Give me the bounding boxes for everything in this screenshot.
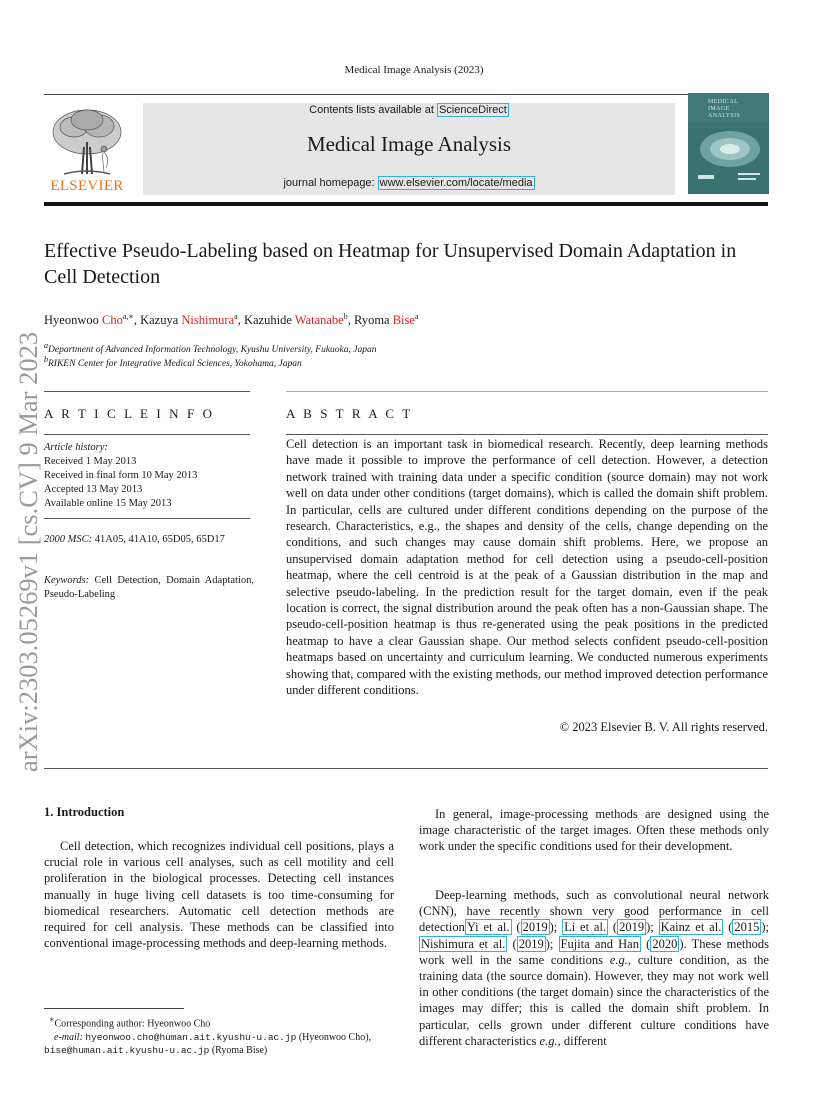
para-text: , culture condition, as the training data (the source domain). However, they may not work well in other conditions (the target domain) since the characteristics of the images may differ; this is called the domain shift problem. In particular, cells grown under different culture conditions have different characteristics [419,952,769,1048]
cover-title [708,99,740,120]
arxiv-stamp [4,300,46,772]
footnote-line [44,1013,394,1031]
arxiv-identifier: arXiv:2303.05269v1 [cs.CV] 9 Mar 2023 [13,331,43,772]
keywords-label: Keywords: [44,575,90,586]
intro-paragraph-citations: Deep-learning methods, such as convolutional neural network (CNN), have recently shown very good performance in cell detection Yi et al. ( 2019 ); Li et al. ( 2019 ); Kainz et al. ( 2015 ); Nishimura et al. ( 2019 ); Fujita and Han ( 2020 ). These methods work well in the same conditions e.g., culture condition, as the training data (the source domain). However, they may not work well in other conditions (the target domain) since the characteristics of the images may differ; this is called the domain shift problem. In particular, cells grown under different culture conditions have different characteristics e.g., different [419,888,769,1048]
footnote-mark: ∗ [49,1015,55,1024]
para-emphasis: e.g. [539,1033,558,1048]
affil-text: Department of Advanced Information Technology, Kyushu University, Fukuoka, Japan [48,345,377,356]
article-info-rule [44,518,250,519]
journal-name: Medical Image Analysis [306,132,512,156]
citation-link[interactable]: Yi et al. [466,920,510,935]
article-history-label: Article history: [44,442,108,453]
citation-year-link[interactable]: 2020 [652,936,678,951]
msc-values: 41A05, 41A10, 65D05, 65D17 [94,534,225,545]
email-label: e-mail: [54,1031,83,1043]
keywords-values: Cell Detection, Domain Adaptation, Pseudo-Labeling [44,575,255,600]
author-affil-mark: a,∗ [122,312,134,321]
para-text: . These methods work well in the same conditions [419,936,769,967]
corresponding-author-footnote [44,1013,394,1058]
elsevier-wordmark: ELSEVIER [50,178,124,194]
author-given-name: Kazuhide [243,313,295,328]
author-affil-mark: a [414,312,419,321]
author-list [44,312,419,328]
article-info-heading: A R T I C L E I N F O [44,406,215,421]
cover-title-line: ANALYSIS [708,113,741,119]
affiliation-a [44,341,377,355]
author-given-name: Ryoma [353,313,393,328]
history-item: Accepted 13 May 2013 [44,484,143,495]
para-text: Deep-learning methods, such as convolutional neural network (CNN), have recently shown very good performance in cell detection [419,888,769,935]
history-item: Received in final form 10 May 2013 [44,470,198,481]
author-surname[interactable]: Watanabe [294,313,344,328]
intro-paragraph: In general, image-processing methods are designed using the image characteristic of the target images. Often these methods only work under the specific conditions used for their development. [419,807,769,854]
cover-artwork-icon [688,123,769,194]
keywords [44,574,254,602]
author-separator: , [347,313,354,328]
homepage-line [143,177,675,189]
affil-text: RIKEN Center for Integrative Medical Sciences, Yokohama, Japan [48,359,302,370]
section-heading-introduction: 1. Introduction [44,805,125,819]
cover-title-line: MEDICAL [708,99,739,105]
author-affil-mark: a [234,312,238,321]
email-owner: (Ryoma Bise) [209,1045,268,1057]
author-given-name: Hyeonwoo [44,313,102,328]
journal-homepage-link[interactable]: www.elsevier.com/locate/media [379,177,533,189]
affil-mark: a [44,341,48,350]
article-info-rule [44,391,250,392]
citation-year-link[interactable]: 2015 [734,920,760,935]
abstract-rule [286,391,768,392]
author-affil-mark: b [343,312,348,321]
affil-mark: b [44,355,48,364]
msc-codes [44,533,254,547]
abstract-heading: A B S T R A C T [286,406,413,421]
citation-link[interactable]: Fujita and Han [560,936,639,951]
author-separator: , [133,313,141,328]
history-item: Available online 15 May 2013 [44,498,172,509]
top-rule [44,94,768,95]
citation-link[interactable]: Nishimura et al. [421,936,506,951]
citation-link[interactable]: Li et al. [564,920,607,935]
copyright-notice: © 2023 Elsevier B. V. All rights reserved. [559,720,768,734]
article-info-rule [44,434,250,435]
email-owner: (Hyeonwoo Cho), [296,1031,372,1043]
homepage-prefix: journal homepage: [283,177,378,189]
para-text: , different [557,1033,607,1048]
sciencedirect-link[interactable]: ScienceDirect [438,104,507,116]
author-surname[interactable]: Cho [101,313,123,328]
abstract-bottom-rule [44,768,768,769]
citation-year-link[interactable]: 2019 [522,920,548,935]
author-surname[interactable]: Bise [392,313,415,328]
journal-cover-image [688,93,769,194]
abstract-text: Cell detection is an important task in biomedical research. Recently, deep learning methods have made it possible to improve the performance of cell detection. However, a detection network trained with training data under a specific condition (source domain) may not work well on data under other conditions (target domains), which is called the domain shift problem. In particular, cells are cultured under different conditions depending on the purpose of the research. Characteristics, e.g., the shapes and density of the cells, change depending on the conditions, and such changes may cause domain shift problems. Here, we propose an unsupervised domain adaptation method for cell detection using a pseudo-cell-position heatmap, where the cell centroid is at the peak of a Gaussian distribution in the map and selective pseudo-labeling. In the prediction result for the target domain, even if the peak location is correct, the signal distribution around the peak often has a non-Gaussian shape. The pseudo-cell-position heatmap is thus re-generated using the peak positions in the predicted heatmap to have a clear Gaussian shape. Our method selects confident pseudo-cell-position heatmaps based on uncertainty and curriculum learning. We conducted numerous experiments showing that, compared with the existing methods, our method improved detection performance under different conditions. [286,437,768,698]
footnote-author: Corresponding author: Hyeonwoo Cho [54,1018,211,1030]
para-emphasis: e.g. [609,952,628,967]
footnote-rule [44,1008,184,1009]
affiliation-b [44,355,302,369]
msc-label: 2000 MSC: [44,534,93,545]
paper-title: Effective Pseudo-Labeling based on Heatmap for Unsupervised Domain Adaptation in Cell Detection [44,240,737,288]
journal-citation: Medical Image Analysis (2023) [344,64,484,76]
author-separator: , [237,313,244,328]
author-surname[interactable]: Nishimura [181,313,235,328]
intro-paragraph: Cell detection, which recognizes individual cell positions, plays a crucial role in various cell analyses, such as cell motility and cell proliferation in the biological processes. Detecting cell instances manually in huge living cell datasets is too time-consuming for biomedical researchers. Automatic cell detection methods are required for cell analysis. These methods can be classified into conventional image-processing methods and deep-learning methods. [44,839,394,951]
contents-prefix: Contents lists available at [309,104,437,116]
abstract-rule [286,434,768,435]
citation-year-link[interactable]: 2019 [619,920,645,935]
history-item: Received 1 May 2013 [44,456,137,467]
header-thick-rule [44,202,768,206]
author-given-name: Kazuya [140,313,182,328]
footnote-email-line [44,1031,394,1058]
email-address[interactable]: bise@human.ait.kyushu-u.ac.jp [44,1045,210,1057]
citation-link[interactable]: Kainz et al. [660,920,722,935]
citation-year-link[interactable]: 2019 [518,936,544,951]
cover-title-line: IMAGE [708,106,730,112]
contents-line [143,104,675,116]
email-address[interactable]: hyeonwoo.cho@human.ait.kyushu-u.ac.jp [85,1031,297,1043]
